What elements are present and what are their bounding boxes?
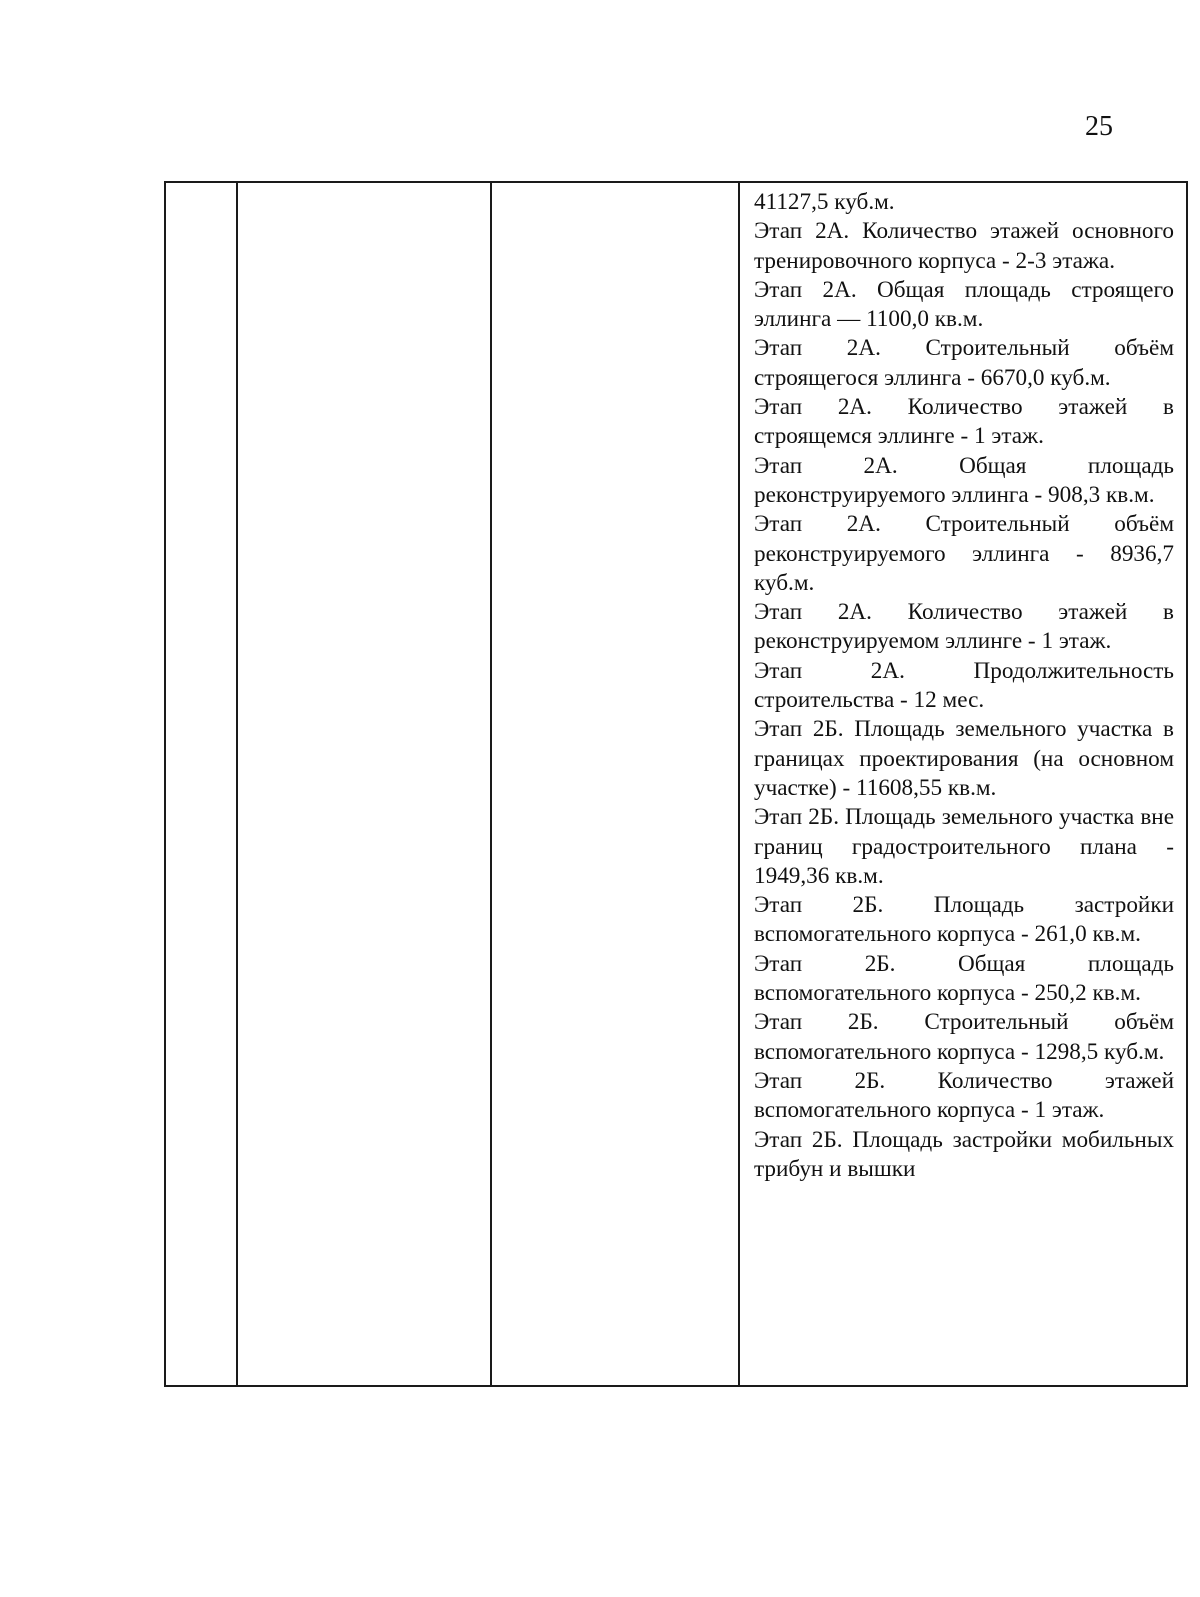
entry-2b-plot-area: Этап 2Б. Площадь земельного участка в границах проектирования (на основном участке) - 11608,55 кв.м. [754,716,1174,801]
entry-2b-aux-floors: Этап 2Б. Количество этажей вспомогательного корпуса - 1 этаж. [754,1067,1174,1124]
entry-2a-duration: Этап 2А. Продолжительность строительства - 12 мес. [754,657,1174,714]
entry-2b-aux-footprint: Этап 2Б. Площадь застройки вспомогательного корпуса - 261,0 кв.м. [754,892,1174,948]
table-cell-col3 [491,182,739,1386]
table-cell-description [739,182,1187,1386]
page-number: 25 [1085,111,1113,142]
entry-2b-plot-outside-area: Этап 2Б. Площадь земельного участка вне границ градостроительного плана - 1949,36 кв.м. [754,804,1174,889]
entry-2a-rebuilt-boathouse-area: Этап 2А. Общая площадь реконструируемого эллинга - 908,3 кв.м. [754,452,1174,508]
table-row [165,182,1187,1386]
entry-volume-continuation: 41127,5 куб.м. [754,189,895,215]
document-table [164,181,1188,1387]
table-cell-col2 [237,182,491,1386]
entry-2b-aux-total-area: Этап 2Б. Общая площадь вспомогательного корпуса - 250,2 кв.м. [754,950,1174,1007]
description-text [740,183,1186,1184]
entry-2a-rebuilt-boathouse-volume: Этап 2А. Строительный объём реконструируемого эллинга - 8936,7 куб.м. [754,511,1174,596]
entry-2a-main-floors: Этап 2А. Количество этажей основного тренировочного корпуса - 2-3 этажа. [754,218,1174,274]
entry-2a-new-boathouse-floors: Этап 2А. Количество этажей в строящемся эллинге - 1 этаж. [754,394,1174,450]
entry-2a-rebuilt-boathouse-floors: Этап 2А. Количество этажей в реконструируемом эллинге - 1 этаж. [754,599,1174,655]
entry-2b-aux-volume: Этап 2Б. Строительный объём вспомогательного корпуса - 1298,5 куб.м. [754,1009,1174,1065]
entry-2a-new-boathouse-volume: Этап 2А. Строительный объём строящегося эллинга - 6670,0 куб.м. [754,335,1174,391]
table-cell-col1 [165,182,237,1386]
entry-2a-new-boathouse-area: Этап 2А. Общая площадь строящего эллинга — 1100,0 кв.м. [754,276,1174,333]
entry-2b-stands-footprint: Этап 2Б. Площадь застройки мобильных трибун и вышки [754,1126,1174,1182]
